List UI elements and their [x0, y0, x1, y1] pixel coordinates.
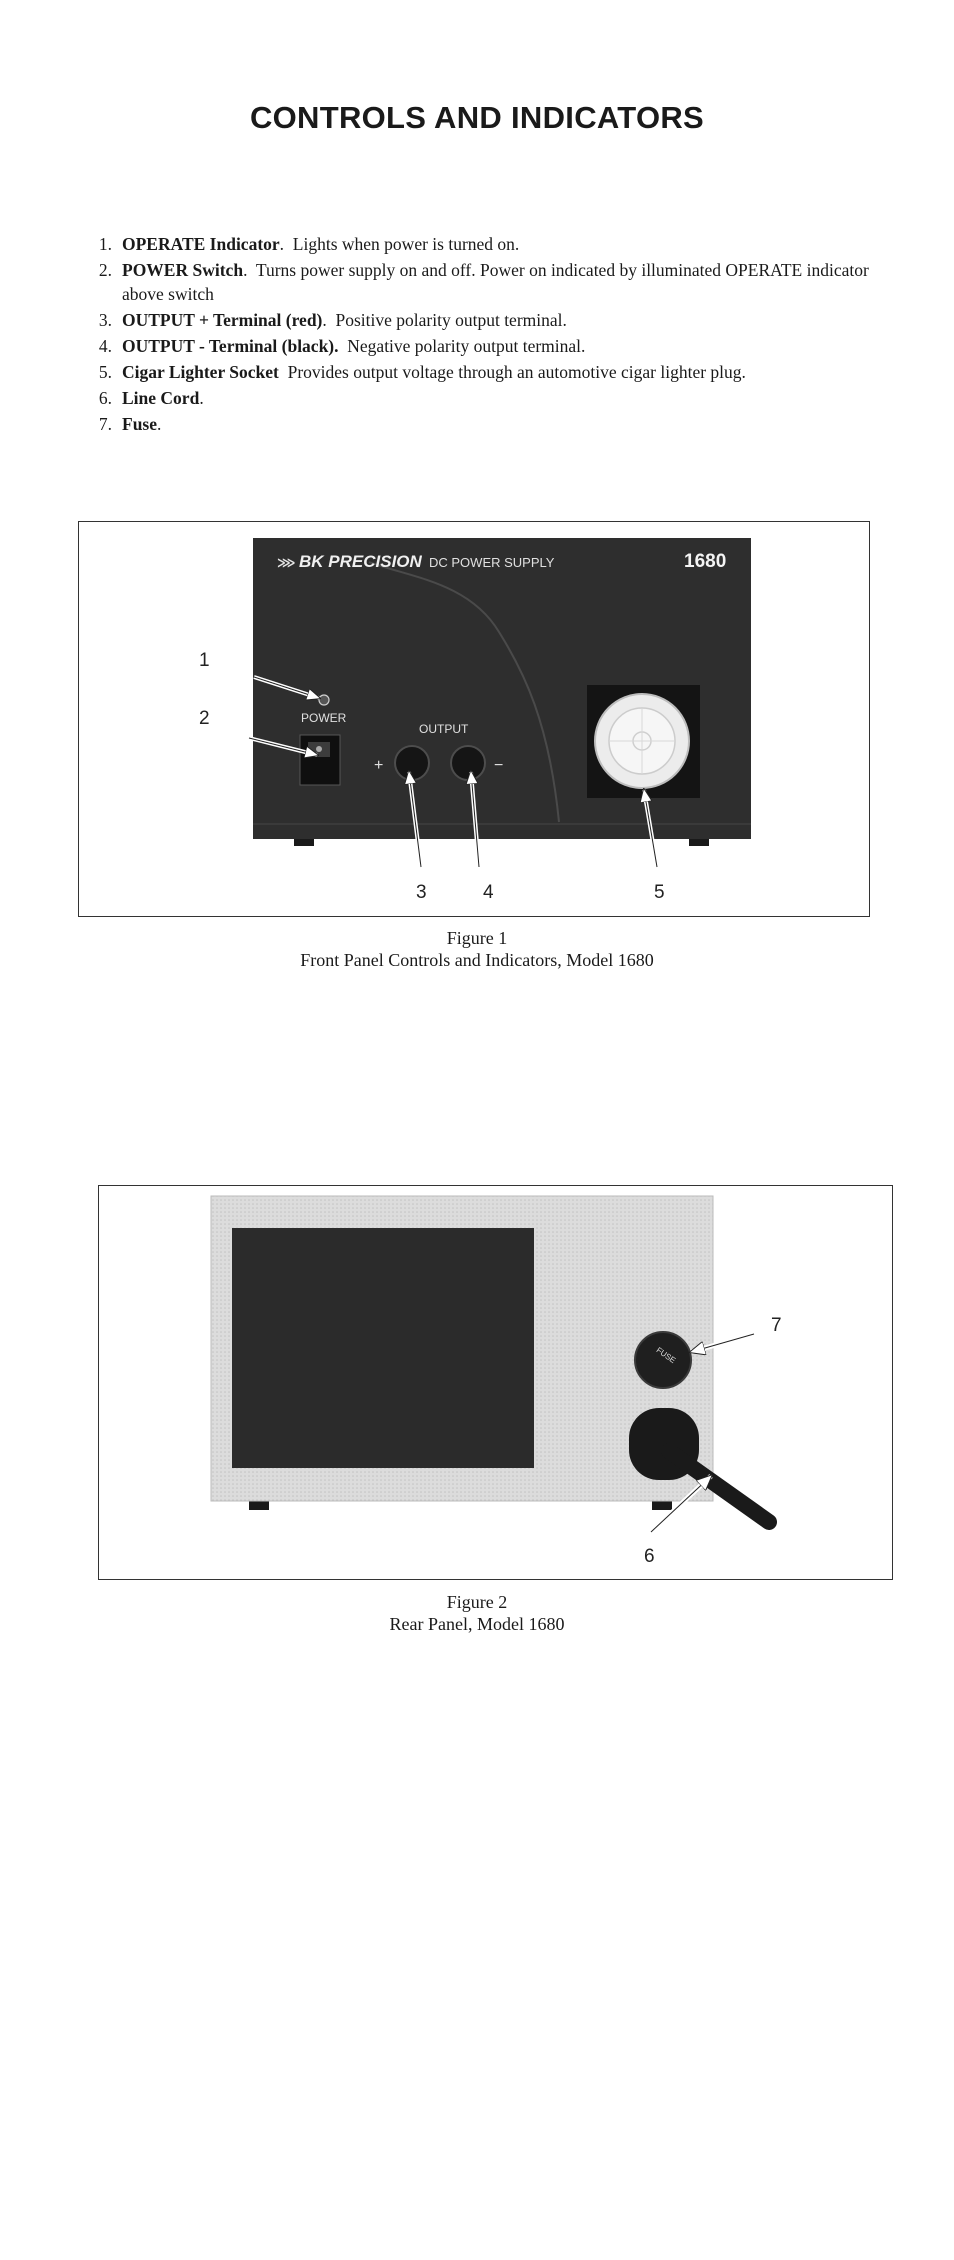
model-label: 1680	[684, 551, 727, 572]
list-item: 3. OUTPUT + Terminal (red). Positive polarity output terminal.	[98, 310, 567, 330]
callout-2: 2	[199, 708, 210, 729]
list-item: 5. Cigar Lighter Socket Provides output voltage through an automotive cigar lighter plug.	[98, 362, 746, 382]
output-minus-terminal	[451, 746, 485, 780]
page-title: CONTROLS AND INDICATORS	[249, 100, 705, 135]
item-term: OUTPUT - Terminal (black).	[122, 336, 339, 356]
item-term: OUTPUT + Terminal (red)	[122, 310, 323, 330]
callout-7: 7	[771, 1315, 782, 1336]
callout-1: 1	[199, 650, 210, 671]
fuse-holder	[635, 1332, 691, 1388]
list-item: 4. OUTPUT - Terminal (black). Negative polarity output terminal.	[98, 336, 586, 356]
minus-label: −	[494, 757, 504, 774]
rear-panel-illustration	[99, 1186, 891, 1578]
operate-indicator	[319, 695, 329, 705]
power-label: POWER	[301, 711, 347, 725]
figure-2-description: Rear Panel, Model 1680	[389, 1614, 565, 1634]
fuse-label: FUSE	[654, 1345, 678, 1366]
figure-1-description: Front Panel Controls and Indicators, Model 1680	[300, 950, 654, 970]
figure-1-frame	[78, 521, 870, 917]
item-desc: Positive polarity output terminal.	[335, 310, 567, 330]
list-item: 2. POWER Switch. Turns power supply on and off. Power on indicated by illuminated OPERATE indicator above switch	[98, 260, 869, 304]
figure-2-number: Figure 2	[446, 1592, 508, 1612]
output-plus-terminal	[395, 746, 429, 780]
figure-1-caption	[0, 927, 954, 971]
callout-6: 6	[644, 1546, 655, 1567]
item-term: OPERATE Indicator	[122, 234, 280, 254]
callout-5: 5	[654, 882, 665, 903]
list-item: 1. OPERATE Indicator. Lights when power is turned on.	[98, 234, 520, 254]
item-desc: Lights when power is turned on.	[292, 234, 520, 254]
item-term: Fuse	[122, 414, 157, 434]
controls-list	[84, 232, 894, 438]
figure-2-caption	[0, 1591, 954, 1635]
list-item: 7. Fuse.	[98, 414, 162, 434]
heatsink-area	[232, 1228, 534, 1468]
bk-logo-icon: ⋙	[277, 555, 296, 570]
item-desc: Turns power supply on and off. Power on indicated by illuminated OPERATE indicator above switch	[122, 260, 869, 304]
output-label: OUTPUT	[419, 722, 469, 736]
product-label: DC POWER SUPPLY	[429, 555, 555, 570]
item-term: Cigar Lighter Socket	[122, 362, 279, 382]
front-panel-illustration	[79, 522, 868, 915]
figure-2-frame	[98, 1185, 893, 1580]
item-desc: Provides output voltage through an automotive cigar lighter plug.	[287, 362, 746, 382]
plus-label: +	[374, 757, 384, 774]
callout-3: 3	[416, 882, 427, 903]
callout-4: 4	[483, 882, 494, 903]
item-desc: Negative polarity output terminal.	[347, 336, 586, 356]
brand-label: BK PRECISION	[299, 552, 422, 571]
item-term: Line Cord	[122, 388, 200, 408]
list-item: 6. Line Cord.	[98, 388, 204, 408]
item-term: POWER Switch	[122, 260, 244, 280]
figure-1-number: Figure 1	[446, 928, 508, 948]
